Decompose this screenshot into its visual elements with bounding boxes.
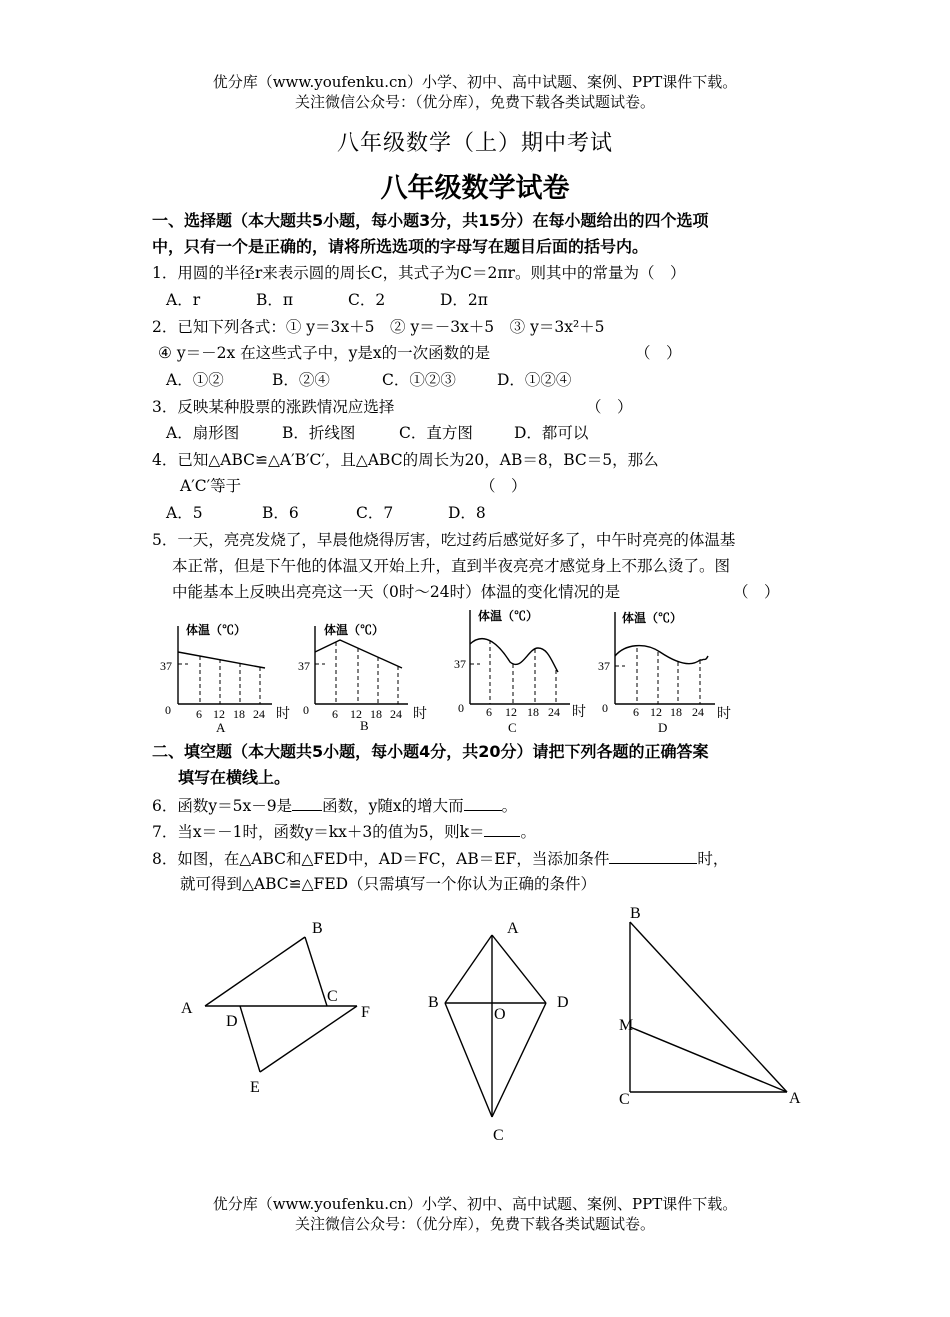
fig3-label-b: B xyxy=(630,905,641,922)
graph-b-ylabel: 体温（℃） xyxy=(324,623,385,637)
graph-b-labels xyxy=(298,622,427,733)
figure-2-labels xyxy=(428,920,569,1144)
geometry-figures xyxy=(0,895,950,1155)
graph-a-37: 37 xyxy=(160,659,172,673)
q1-option-a: A．r xyxy=(166,291,201,309)
graph-c-tick: 6 xyxy=(486,705,492,719)
q4-option-d: D．8 xyxy=(448,504,486,522)
fig2-label-b: B xyxy=(428,994,439,1011)
q8-blank[interactable] xyxy=(609,847,697,864)
q5-line-1: 5．一天，亮亮发烧了，早晨他烧得厉害，吃过药后感觉好多了，中午时亮亮的体温基 xyxy=(152,531,736,549)
graph-c-xunit: 时 xyxy=(572,705,586,720)
fig1-label-a: A xyxy=(181,1000,193,1017)
figure-1-labels xyxy=(181,920,370,1096)
section2-line-2: 填写在横线上。 xyxy=(178,768,291,787)
q3-option-c: C．直方图 xyxy=(399,424,473,442)
graph-a-xunit: 时 xyxy=(276,707,290,722)
q8-part-2: 时， xyxy=(697,850,729,868)
graph-b-letter: B xyxy=(360,718,369,733)
graph-c-tick: 18 xyxy=(527,705,539,719)
q5-line-3: 中能基本上反映出亮亮这一天（0时～24时）体温的变化情况的是 xyxy=(172,583,621,601)
fig2-label-c: C xyxy=(493,1127,504,1144)
q6-part-1: 6．函数y＝5x－9是 xyxy=(152,797,293,815)
section1-line-1: 一、选择题（本大题共5小题，每小题3分，共15分）在每小题给出的四个选项 xyxy=(152,211,709,230)
page-title: 八年级数学试卷 xyxy=(380,173,570,204)
fig1-label-c: C xyxy=(327,988,338,1005)
graph-b-tick: 24 xyxy=(390,707,402,721)
graph-b-zero: 0 xyxy=(303,703,309,717)
fig2-label-d: D xyxy=(557,994,569,1011)
graph-a-tick: 18 xyxy=(233,707,245,721)
q1-option-b: B．π xyxy=(256,291,294,309)
header-line-2: 关注微信公众号：（优分库），免费下载各类试题试卷。 xyxy=(294,93,655,111)
graph-d-tick: 18 xyxy=(670,705,682,719)
graph-d-letter: D xyxy=(658,720,668,735)
q7-part-2: 。 xyxy=(520,823,536,841)
graph-d-labels xyxy=(598,610,731,735)
graph-b xyxy=(315,626,408,704)
graph-c-labels xyxy=(454,608,586,735)
graph-b-xunit: 时 xyxy=(413,707,427,722)
q3-option-a: A．扇形图 xyxy=(166,424,240,442)
graph-d-tick: 12 xyxy=(650,705,662,719)
graph-c-zero: 0 xyxy=(458,701,464,715)
graph-a-zero: 0 xyxy=(165,703,171,717)
graph-a-tick: 6 xyxy=(196,707,202,721)
q1-option-d: D．2π xyxy=(440,291,488,309)
q3-option-d: D．都可以 xyxy=(514,424,589,442)
section1-heading xyxy=(152,208,812,260)
q3-stem: 3．反映某种股票的涨跌情况应选择 xyxy=(152,398,395,416)
graph-d-ylabel: 体温（℃） xyxy=(622,611,683,625)
section1-line-2: 中，只有一个是正确的，请将所选选项的字母写在题目后面的括号内。 xyxy=(152,237,649,256)
fig1-label-e: E xyxy=(250,1079,260,1096)
graph-c-letter: C xyxy=(508,720,517,735)
q2-option-a: A．①② xyxy=(166,371,224,389)
graph-d-tick: 24 xyxy=(692,705,704,719)
q2-option-b: B．②④ xyxy=(272,371,330,389)
q6-part-3: 。 xyxy=(501,797,518,815)
q8-part-1: 8．如图，在△ABC和△FED中，AD＝FC，AB＝EF，当添加条件 xyxy=(152,850,610,868)
q5-answer-paren: （ ） xyxy=(733,583,780,601)
q4-option-a: A．5 xyxy=(166,504,203,522)
q1-option-c: C．2 xyxy=(348,291,386,309)
graph-a-letter: A xyxy=(216,720,226,735)
q8-line-2: 就可得到△ABC≌△FED（只需填写一个你认为正确的条件） xyxy=(180,875,597,893)
fig3-label-a: A xyxy=(789,1090,801,1107)
section2-line-1: 二、填空题（本大题共5小题，每小题4分，共20分）请把下列各题的正确答案 xyxy=(152,742,709,761)
graph-c xyxy=(470,610,570,704)
q7 xyxy=(152,820,536,843)
q2-stem: 2．已知下列各式：① y＝3x＋5 ② y＝－3x＋5 ③ y＝3x²＋5 xyxy=(152,318,605,336)
temperature-graphs xyxy=(0,600,950,740)
fig2-label-o: O xyxy=(494,1006,506,1023)
graph-d xyxy=(615,612,715,704)
graph-d-zero: 0 xyxy=(602,701,608,715)
footer-line-1: 优分库（www.youfenku.cn）小学、初中、高中试题、案例、PPT课件下载。 xyxy=(212,1195,738,1213)
graph-d-tick: 6 xyxy=(633,705,639,719)
graph-d-37: 37 xyxy=(598,659,610,673)
fig1-label-b: B xyxy=(312,920,323,937)
graph-a xyxy=(178,626,272,704)
graph-b-tick: 18 xyxy=(370,707,382,721)
footer-line-2: 关注微信公众号：（优分库），免费下载各类试题试卷。 xyxy=(294,1215,655,1233)
figure-2 xyxy=(445,935,546,1117)
q4-stem-2: A′C′等于 xyxy=(180,477,242,495)
q2-option-c: C．①②③ xyxy=(382,371,456,389)
fig1-label-f: F xyxy=(361,1004,370,1021)
q4-stem: 4．已知△ABC≌△A′B′C′，且△ABC的周长为20，AB＝8，BC＝5，那么 xyxy=(152,451,659,469)
graph-c-tick: 12 xyxy=(505,705,517,719)
q7-part-1: 7．当x＝－1时，函数y＝kx＋3的值为5，则k＝ xyxy=(152,823,485,841)
q1-stem: 1．用圆的半径r来表示圆的周长C，其式子为C＝2πr。则其中的常量为（ ） xyxy=(152,264,686,282)
q6-part-2: 函数，y随x的增大而 xyxy=(322,797,464,815)
graph-c-37: 37 xyxy=(454,657,466,671)
graph-a-labels xyxy=(160,622,290,735)
fig3-label-m: M xyxy=(619,1017,634,1034)
q2-answer-paren: （ ） xyxy=(635,344,682,362)
graph-a-tick: 12 xyxy=(213,707,225,721)
q8 xyxy=(152,847,728,870)
q4-option-b: B．6 xyxy=(262,504,299,522)
q4-answer-paren: （ ） xyxy=(480,477,527,495)
q3-option-b: B．折线图 xyxy=(282,424,356,442)
graph-b-tick: 6 xyxy=(332,707,338,721)
graph-a-tick: 24 xyxy=(253,707,265,721)
header-line-1: 优分库（www.youfenku.cn）小学、初中、高中试题、案例、PPT课件下载。 xyxy=(212,73,738,91)
fig1-label-d: D xyxy=(226,1013,238,1030)
q6 xyxy=(152,794,517,817)
exam-subtitle: 八年级数学（上）期中考试 xyxy=(336,131,613,156)
q4-option-c: C．7 xyxy=(356,504,394,522)
q3-answer-paren: （ ） xyxy=(586,398,633,416)
q7-blank[interactable] xyxy=(484,820,520,837)
graph-b-tick: 12 xyxy=(350,707,362,721)
graph-a-ylabel: 体温（℃） xyxy=(186,623,247,637)
fig2-label-a: A xyxy=(507,920,519,937)
q6-blank-1[interactable] xyxy=(292,794,322,811)
graph-b-37: 37 xyxy=(298,659,310,673)
q6-blank-2[interactable] xyxy=(464,794,502,811)
q2-option-d: D．①②④ xyxy=(497,371,572,389)
q5-line-2: 本正常，但是下午他的体温又开始上升，直到半夜亮亮才感觉身上不那么烫了。图 xyxy=(172,557,731,575)
q2-stem-2: ④ y＝－2x 在这些式子中，y是x的一次函数的是 xyxy=(158,344,491,362)
figure-3 xyxy=(630,922,787,1092)
graph-c-ylabel: 体温（℃） xyxy=(478,609,539,623)
graph-c-tick: 24 xyxy=(548,705,560,719)
fig3-label-c: C xyxy=(619,1091,630,1108)
section2-heading xyxy=(152,739,812,791)
graph-d-xunit: 时 xyxy=(717,707,731,722)
